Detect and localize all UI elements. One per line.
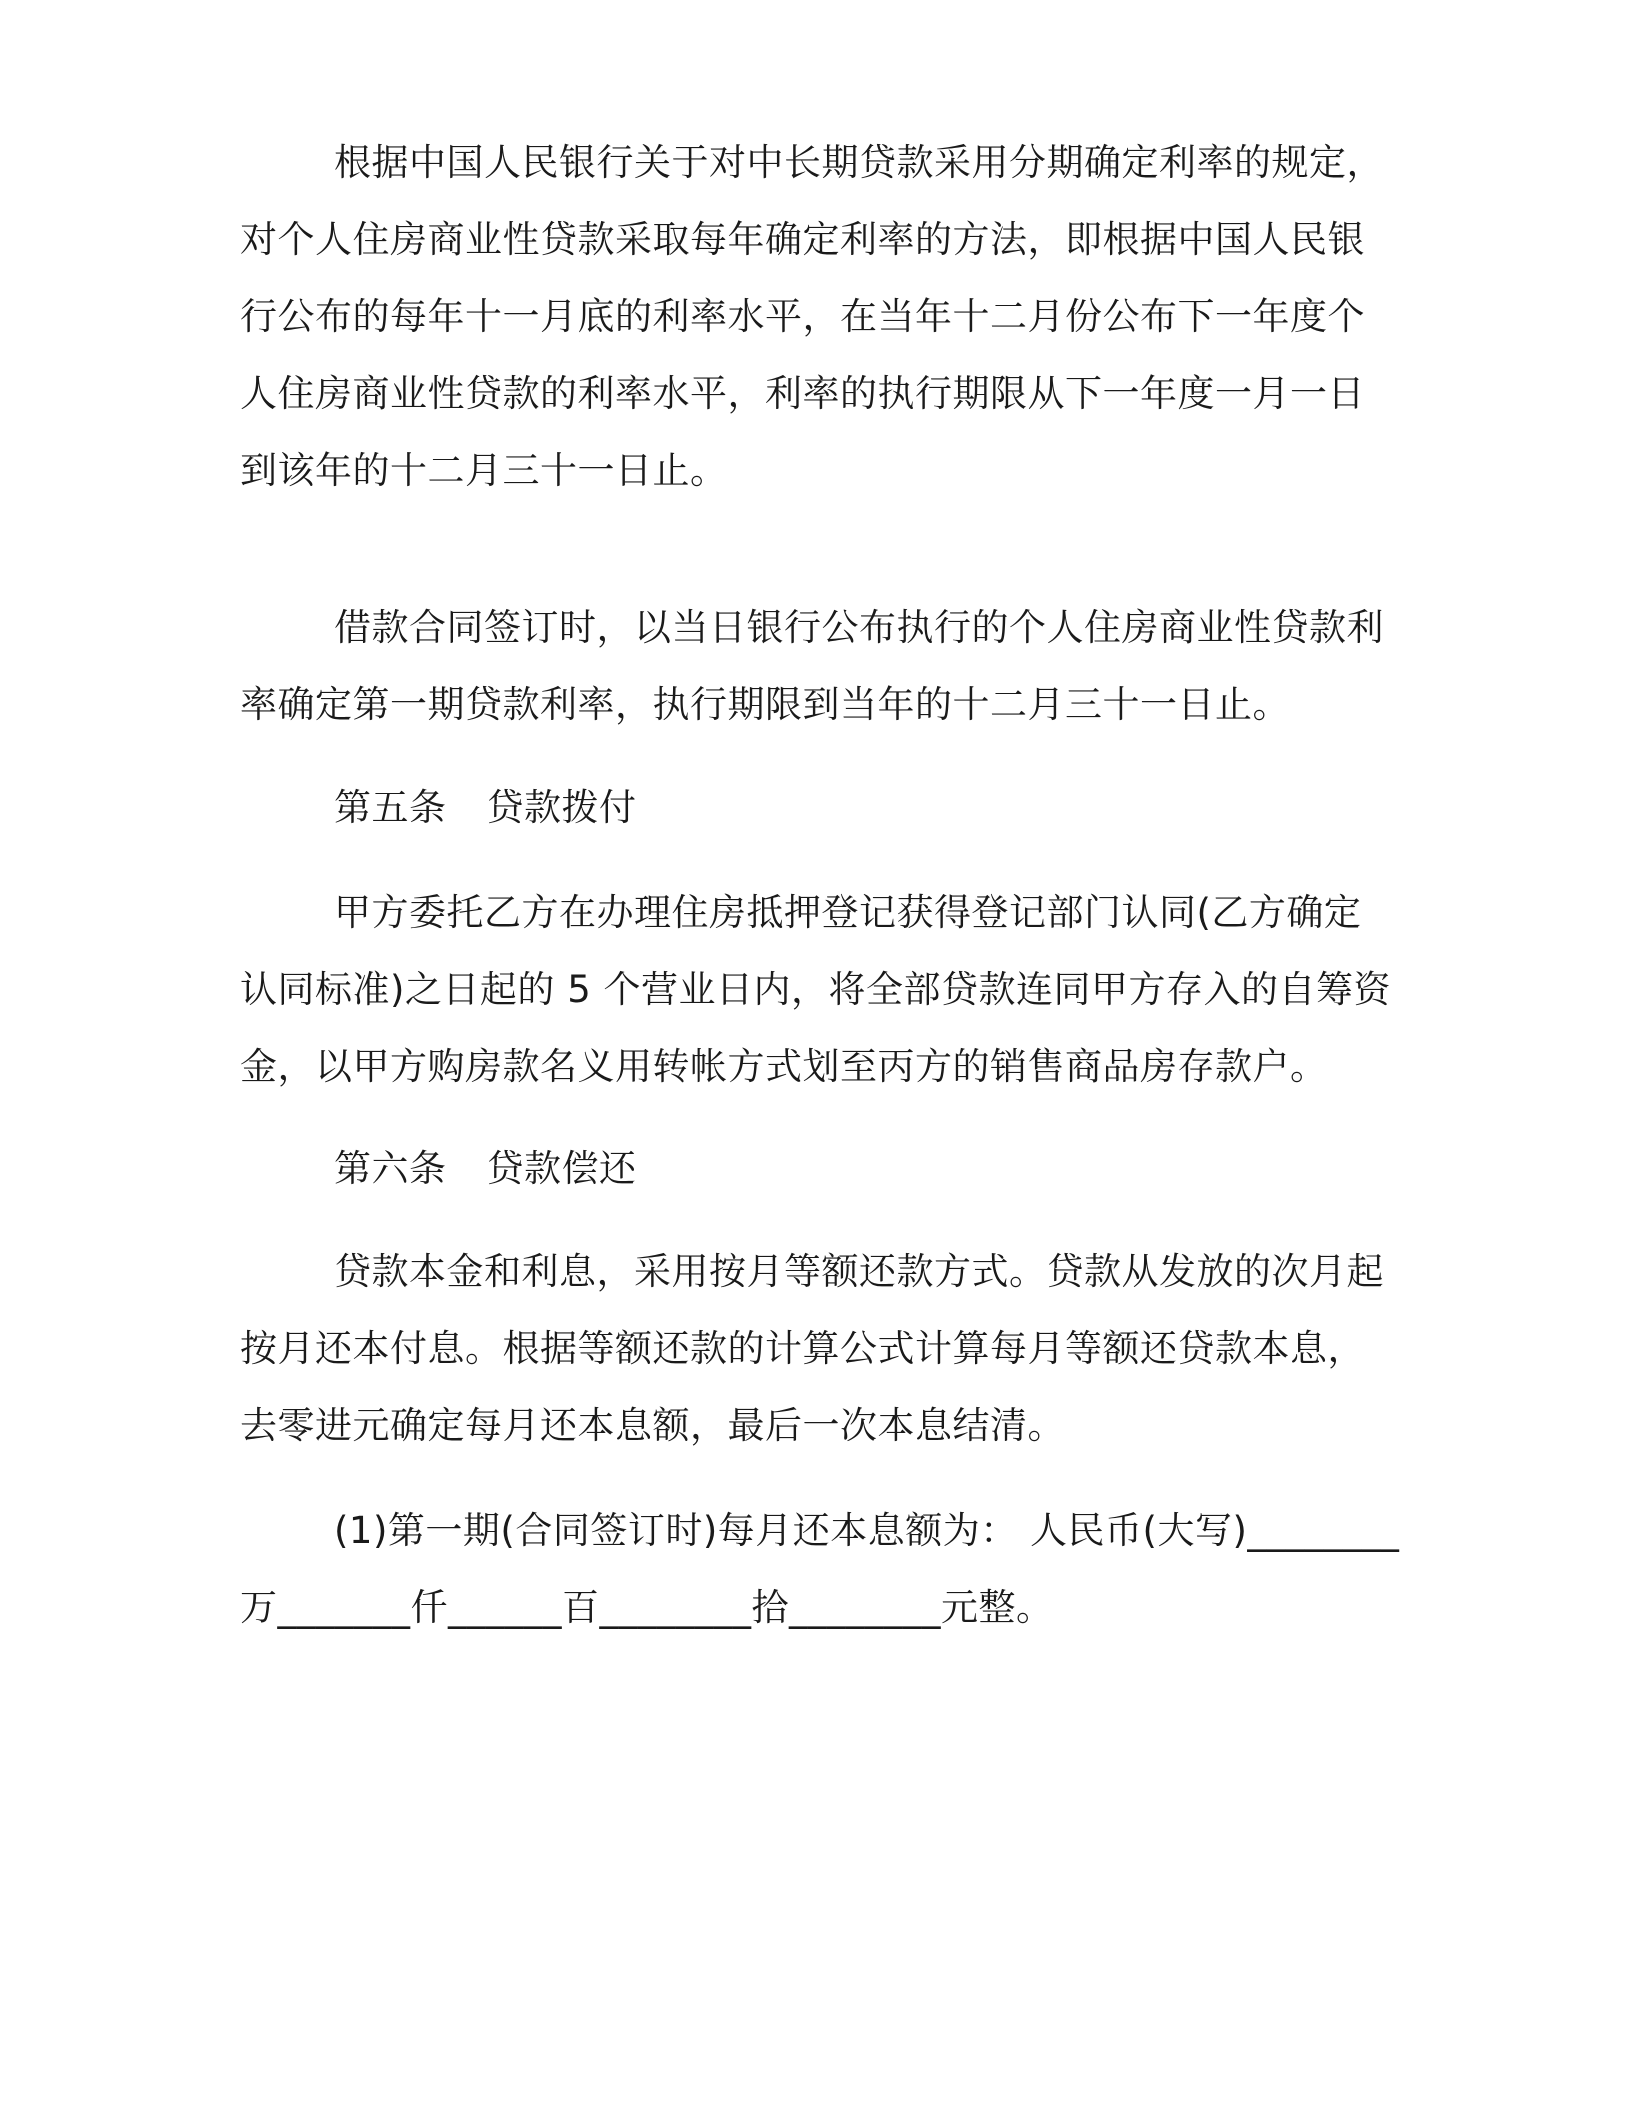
- paragraph-first-rate: [240, 589, 1400, 743]
- paragraph-disbursement: [240, 874, 1400, 1105]
- article-6-heading: [240, 1130, 1400, 1207]
- paragraph-repayment: [240, 1233, 1400, 1464]
- paragraph-first-installment: [240, 1492, 1400, 1646]
- paragraph-rate-rule: [240, 124, 1400, 509]
- text-line: 到该年的十二月三十一日止。: [240, 449, 728, 492]
- text-line: 人住房商业性贷款的利率水平，利率的执行期限从下一年度一月一日: [240, 372, 1365, 415]
- text-line: 金，以甲方购房款名义用转帐方式划至丙方的销售商品房存款户。: [240, 1045, 1328, 1088]
- heading-line: [240, 1130, 1400, 1207]
- article-title: 贷款拨付: [486, 786, 637, 829]
- heading-line: [240, 769, 1400, 846]
- text-line: 按月还本付息。根据等额还款的计算公式计算每月等额还贷款本息，: [240, 1327, 1365, 1370]
- text-line: 行公布的每年十一月底的利率水平，在当年十二月份公布下一年度个: [240, 295, 1365, 338]
- text-line: 万_______仟______百________拾________元整。: [240, 1586, 1054, 1629]
- text-line: 根据中国人民银行关于对中长期贷款采用分期确定利率的规定，: [334, 141, 1384, 184]
- article-title: 贷款偿还: [486, 1147, 637, 1190]
- text-line: 率确定第一期贷款利率，执行期限到当年的十二月三十一日止。: [240, 683, 1290, 726]
- text-line: 去零进元确定每月还本息额，最后一次本息结清。: [240, 1404, 1065, 1447]
- text-line: 对个人住房商业性贷款采取每年确定利率的方法，即根据中国人民银: [240, 218, 1365, 261]
- text-line: 认同标准)之日起的 5 个营业日内，将全部贷款连同甲方存入的自筹资: [240, 968, 1391, 1011]
- article-number: 第六条: [334, 1147, 447, 1190]
- text-line: (1)第一期(合同签订时)每月还本息额为： 人民币(大写)________: [334, 1509, 1400, 1552]
- text-line: 借款合同签订时，以当日银行公布执行的个人住房商业性贷款利: [334, 606, 1384, 649]
- article-5-heading: [240, 769, 1400, 846]
- article-number: 第五条: [334, 786, 447, 829]
- text-line: 贷款本金和利息，采用按月等额还款方式。贷款从发放的次月起: [334, 1250, 1384, 1293]
- text-line: 甲方委托乙方在办理住房抵押登记获得登记部门认同(乙方确定: [334, 891, 1362, 934]
